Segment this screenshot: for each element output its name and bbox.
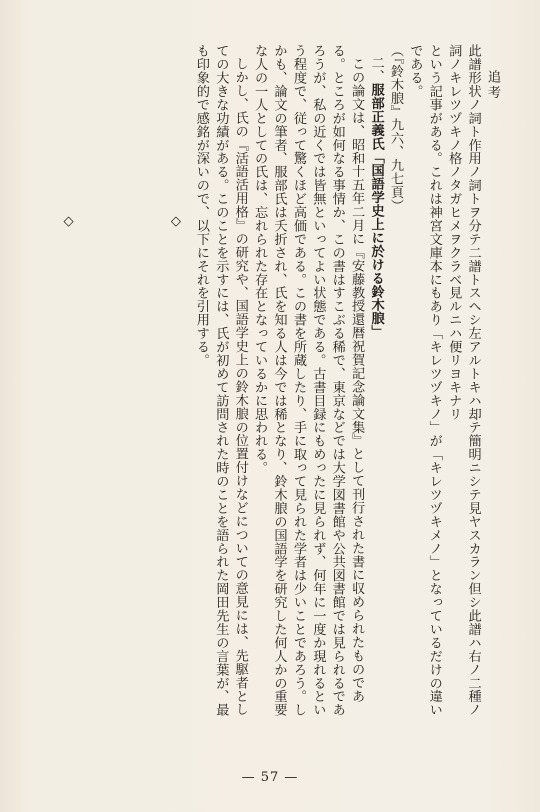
quoted-passage: 此譜形状ノ詞ト作用ノ詞トヲ分テ二譜トスヘシ左アルトキハ却テ簡明ニシテ見ヤスカラン但シ此譜ハ右ノ二種ノ詞ノキレツヅキノ格ノタガヒメヲクラベ見ルニハ便リヨキナリ: [446, 44, 481, 717]
diamond-icon: ◇: [61, 214, 77, 230]
vertical-text-body: [38, 44, 502, 724]
section-divider: [38, 44, 186, 724]
section-heading: [366, 44, 385, 724]
page-number: — 57 —: [241, 770, 299, 785]
page-heading: 追考: [485, 70, 500, 101]
body-paragraph: しかし、氏の『活語活用格』の研究や、国語学史上の鈴木朖の位置付けなどについての意見には、先駆者としての大きな功績がある。このことを示すには、氏が初めて訪問された時のことを語られた岡田先生の言葉が、最も印象的で感銘が深いので、以下にそれを引用する。: [193, 44, 248, 717]
diamond-icon: ◇: [168, 214, 184, 230]
section-number: 二、: [368, 56, 384, 83]
section-title: 服部正義氏「国語学史上に於ける鈴木朖」: [368, 82, 384, 339]
citation: （『鈴木朖』九六、九七頁）: [387, 44, 403, 213]
body-paragraph: この論文は、昭和十五年二月に『安藤教授還暦祝賀記念論文集』として刊行された書に収められたものである。ところが如何なる事情か、この書はすこぶる稀で、東京などでは大学図書館や公共図書館では見られるであろうが、私の近くでは皆無といってよい状態である。古書目録にもめったに見られず、何年に一度か現れるという程度で、従って驚くほど高価である。この書を所蔵したり、手に取って見られた学者は少いことであろう。しかも、論文の筆者、服部氏は夭折され、氏を知る人は今では稀となり、鈴木朖の国語学を研究した何人かの重要な人の一人としての氏は、忘れられた存在となっているかに思われる。: [252, 44, 365, 717]
body-paragraph: という記事がある。これは神宮文庫本にもあり「キレツヅキノ」が「キレツヅキメノ」となっているだけの違いである。: [407, 44, 442, 717]
